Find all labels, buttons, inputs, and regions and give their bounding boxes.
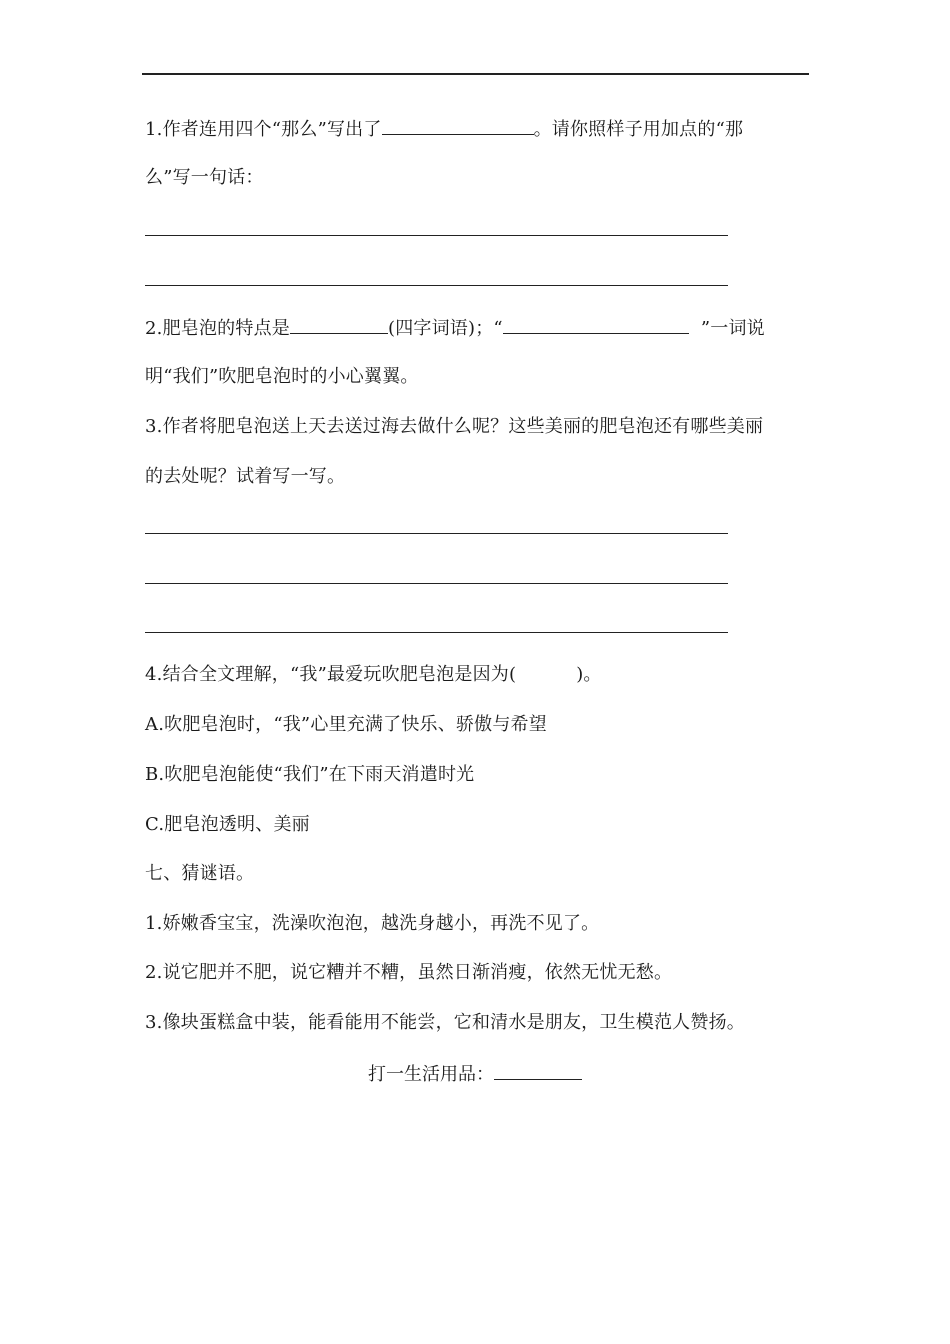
- header-rule: [142, 73, 809, 75]
- q1-answer-line-1[interactable]: [145, 235, 728, 236]
- q4-option-c[interactable]: C.肥皂泡透明、美丽: [145, 814, 310, 835]
- q4-stem-part2: )。: [576, 664, 602, 685]
- q2-text-part3: ”一词说: [700, 318, 765, 339]
- section7-heading: 七、猜谜语。: [145, 863, 255, 884]
- q3-answer-line-1[interactable]: [145, 533, 728, 534]
- q4-option-a[interactable]: A.吹肥皂泡时，“我”心里充满了快乐、骄傲与希望: [145, 714, 547, 735]
- q2-line2: 明“我们”吹肥皂泡时的小心翼翼。: [145, 366, 419, 387]
- q1-line1: [145, 116, 743, 142]
- riddle-1: 1.娇嫩香宝宝，洗澡吹泡泡，越洗身越小，再洗不见了。: [145, 913, 600, 934]
- q3-line1: 3.作者将肥皂泡送上天去送过海去做什么呢？这些美丽的肥皂泡还有哪些美丽: [145, 416, 764, 437]
- riddle-answer-row: [0, 1061, 950, 1087]
- q4-stem: [145, 663, 602, 687]
- q2-blank-word[interactable]: [503, 315, 689, 334]
- riddle-2: 2.说它肥并不肥，说它糟并不糟，虽然日渐消瘦，依然无忧无愁。: [145, 962, 673, 983]
- q4-stem-part1: 4.结合全文理解，“我”最爱玩吹肥皂泡是因为(: [145, 664, 517, 685]
- riddle-answer-blank[interactable]: [494, 1061, 582, 1080]
- q1-blank[interactable]: [382, 116, 534, 135]
- q1-text-part2: 。请你照样子用加点的“那: [533, 119, 744, 140]
- q1-text-part1: 1.作者连用四个“那么”写出了: [145, 119, 382, 140]
- q2-line1: [145, 315, 765, 341]
- q2-text-part1: 2.肥皂泡的特点是: [145, 318, 290, 339]
- q3-answer-line-2[interactable]: [145, 583, 728, 584]
- q2-text-part2: (四字词语)；“: [387, 318, 503, 339]
- q1-line2: 么”写一句话：: [145, 167, 264, 188]
- q3-line2: 的去处呢？试着写一写。: [145, 466, 346, 487]
- q4-option-b[interactable]: B.吹肥皂泡能使“我们”在下雨天消遣时光: [145, 764, 475, 785]
- riddle-answer-prompt: 打一生活用品：: [368, 1064, 494, 1085]
- q1-answer-line-2[interactable]: [145, 285, 728, 286]
- q3-answer-line-3[interactable]: [145, 632, 728, 633]
- q2-blank-idiom[interactable]: [290, 315, 388, 334]
- riddle-3: 3.像块蛋糕盒中装，能看能用不能尝，它和清水是朋友，卫生模范人赞扬。: [145, 1012, 745, 1033]
